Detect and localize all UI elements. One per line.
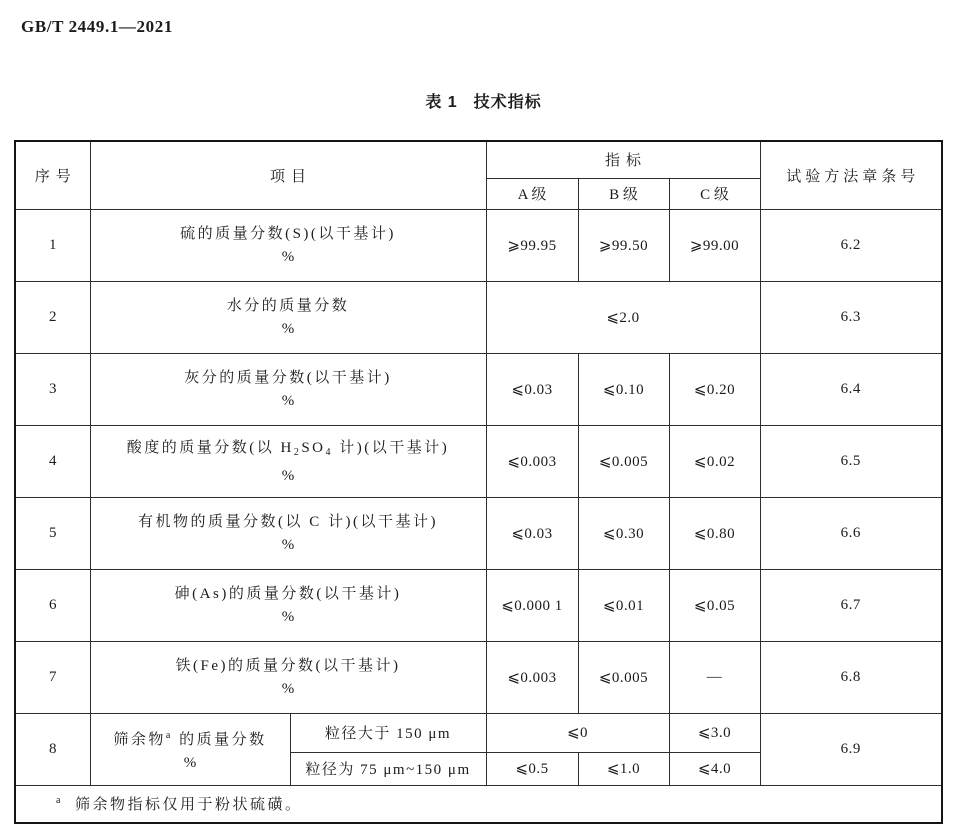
row-8-sub-2-c-value: ⩽4.0 — [669, 752, 760, 785]
technical-indicators-table — [14, 140, 943, 824]
table-caption-text: 技术指标 — [473, 94, 542, 111]
row-8-sub-2-b-value: ⩽1.0 — [578, 752, 669, 785]
row-7-grade-b-value: ⩽0.005 — [578, 641, 669, 713]
row-8-sub-2-a-value: ⩽0.5 — [486, 752, 578, 785]
row-6-unit: % — [281, 609, 295, 625]
footnote-marker: a — [56, 795, 63, 807]
table-caption — [0, 89, 967, 112]
header-item: 项目 — [90, 141, 486, 209]
row-4-item-text: 酸度的质量分数(以 $H_2SO_4$ 计)(以干基计) — [126, 439, 450, 458]
row-2-no: 2 — [15, 281, 90, 353]
header-indicator-group: 指标 — [486, 141, 760, 178]
row-6-method: 6.7 — [760, 569, 942, 641]
row-5-grade-b-value: ⩽0.30 — [578, 497, 669, 569]
row-1-grade-c-value: ⩾99.00 — [669, 209, 760, 281]
row-6-grade-b-value: ⩽0.01 — [578, 569, 669, 641]
row-1-item — [90, 209, 486, 281]
row-5-grade-c-value: ⩽0.80 — [669, 497, 760, 569]
row-6-item-text: 砷(As)的质量分数(以干基计) — [174, 586, 402, 602]
footnote-text: 筛余物指标仅用于粉状硫磺。 — [74, 797, 303, 814]
row-1-grade-a-value: ⩾99.95 — [486, 209, 578, 281]
row-8-sub-2-label: 粒径为 75 μm~150 μm — [290, 752, 486, 785]
table-row — [15, 713, 942, 752]
row-7-grade-a-value: ⩽0.003 — [486, 641, 578, 713]
row-8-unit: % — [183, 755, 197, 771]
table-row — [15, 497, 942, 569]
table-caption-label: 表 1 — [425, 94, 458, 111]
row-8-sub-1-c-value: ⩽3.0 — [669, 713, 760, 752]
row-1-method: 6.2 — [760, 209, 942, 281]
row-2-unit: % — [281, 321, 295, 337]
row-8-no: 8 — [15, 713, 90, 785]
row-3-item — [90, 353, 486, 425]
header-grade-c: C 级 — [669, 178, 760, 209]
doc-number: GB/T 2449.1—2021 — [21, 17, 173, 36]
row-4-method: 6.5 — [760, 425, 942, 497]
table-footnote-row — [15, 785, 942, 823]
table-row — [15, 281, 942, 353]
row-8-item — [90, 713, 290, 785]
row-2-method: 6.3 — [760, 281, 942, 353]
row-8-item-text: 筛余物$^a$ 的质量分数 — [113, 730, 267, 748]
row-2-item-text: 水分的质量分数 — [226, 298, 350, 314]
row-6-no: 6 — [15, 569, 90, 641]
row-2-merged-value: ⩽2.0 — [486, 281, 760, 353]
row-5-grade-a-value: ⩽0.03 — [486, 497, 578, 569]
row-4-unit: % — [281, 467, 295, 484]
row-3-grade-c-value: ⩽0.20 — [669, 353, 760, 425]
table-row — [15, 569, 942, 641]
row-4-grade-b-value: ⩽0.005 — [578, 425, 669, 497]
row-8-sub-1-ab-value: ⩽0 — [486, 713, 669, 752]
table-row — [15, 425, 942, 497]
row-7-unit: % — [281, 681, 295, 697]
row-7-item-text: 铁(Fe)的质量分数(以干基计) — [175, 658, 401, 674]
table-footnote — [15, 785, 942, 823]
row-1-no: 1 — [15, 209, 90, 281]
row-4-no: 4 — [15, 425, 90, 497]
header-grade-b: B 级 — [578, 178, 669, 209]
row-3-item-text: 灰分的质量分数(以干基计) — [184, 370, 392, 386]
row-4-grade-c-value: ⩽0.02 — [669, 425, 760, 497]
header-no: 序号 — [15, 141, 90, 209]
row-3-method: 6.4 — [760, 353, 942, 425]
table-row — [15, 353, 942, 425]
row-5-unit: % — [281, 537, 295, 553]
row-3-no: 3 — [15, 353, 90, 425]
row-7-grade-c-value: — — [669, 641, 760, 713]
row-7-item — [90, 641, 486, 713]
header-grade-a: A 级 — [486, 178, 578, 209]
row-4-grade-a-value: ⩽0.003 — [486, 425, 578, 497]
header-method: 试验方法章条号 — [760, 141, 942, 209]
row-2-item — [90, 281, 486, 353]
row-1-grade-b-value: ⩾99.50 — [578, 209, 669, 281]
row-6-grade-a-value: ⩽0.000 1 — [486, 569, 578, 641]
row-3-grade-a-value: ⩽0.03 — [486, 353, 578, 425]
row-5-no: 5 — [15, 497, 90, 569]
row-1-item-text: 硫的质量分数(S)(以干基计) — [180, 226, 396, 242]
row-7-method: 6.8 — [760, 641, 942, 713]
row-8-method: 6.9 — [760, 713, 942, 785]
table-row — [15, 209, 942, 281]
row-5-item — [90, 497, 486, 569]
row-5-item-text: 有机物的质量分数(以 C 计)(以干基计) — [138, 514, 438, 530]
table-row — [15, 641, 942, 713]
row-6-item — [90, 569, 486, 641]
row-1-unit: % — [281, 249, 295, 265]
row-4-item — [90, 425, 486, 497]
row-5-method: 6.6 — [760, 497, 942, 569]
row-6-grade-c-value: ⩽0.05 — [669, 569, 760, 641]
row-8-sub-1-label: 粒径大于 150 μm — [290, 713, 486, 752]
row-3-grade-b-value: ⩽0.10 — [578, 353, 669, 425]
row-7-no: 7 — [15, 641, 90, 713]
row-3-unit: % — [281, 393, 295, 409]
